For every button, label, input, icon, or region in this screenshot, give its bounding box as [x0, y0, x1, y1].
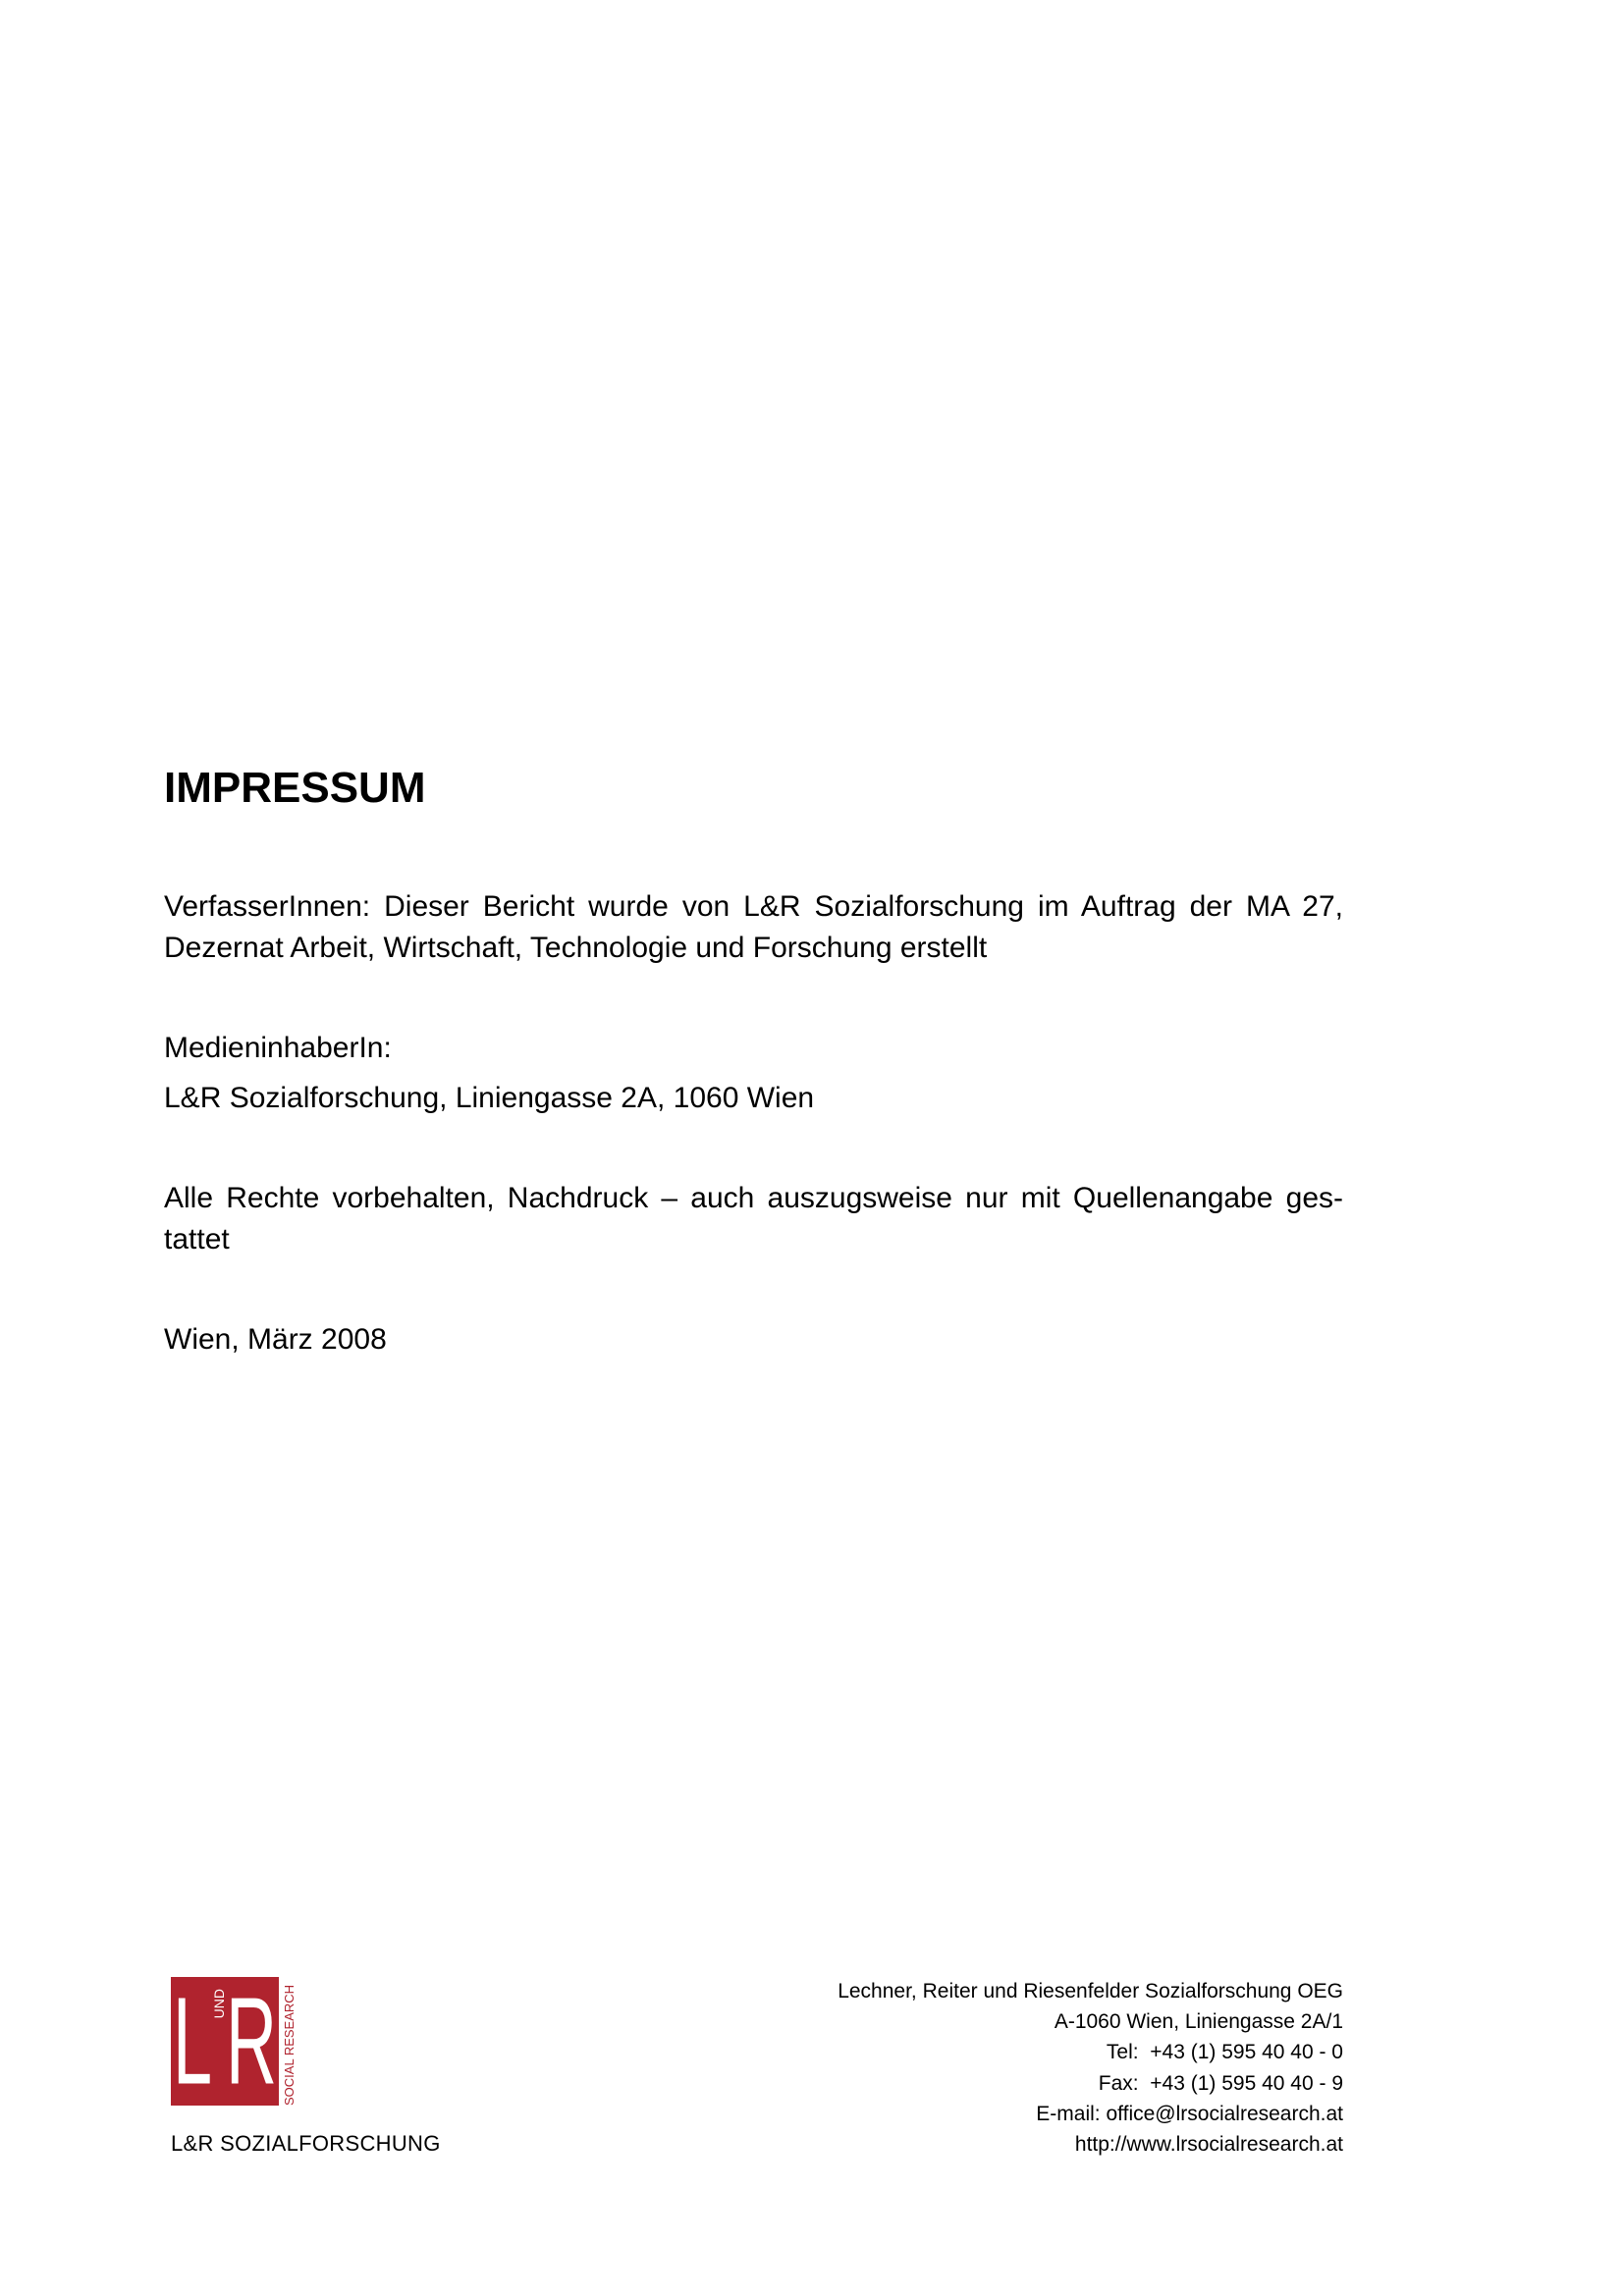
- impressum-heading: IMPRESSUM: [164, 764, 426, 812]
- place-date: Wien, März 2008: [164, 1323, 387, 1356]
- authors-paragraph: VerfasserInnen: Dieser Bericht wurde von L&R Sozialforschung im Auftrag der MA 27, Dezernat Arbeit, Wirtschaft, Technologie und Forschung erstellt: [164, 890, 1343, 964]
- logo-letter-l: L: [172, 1973, 213, 2111]
- contact-email[interactable]: E-mail: office@lrsocialresearch.at: [1036, 2102, 1343, 2125]
- lr-logo: [171, 1973, 297, 2111]
- owner-label: MedieninhaberIn:: [164, 1032, 392, 1064]
- contact-fax: Fax: +43 (1) 595 40 40 - 9: [1098, 2071, 1343, 2095]
- owner-block: [164, 1028, 1343, 1119]
- logo-letter-r: R: [226, 1973, 278, 2111]
- contact-tel: Tel: +43 (1) 595 40 40 - 0: [1106, 2041, 1343, 2064]
- logo-und: UND: [211, 1989, 228, 2019]
- owner-value: L&R Sozialforschung, Liniengasse 2A, 1060 Wien: [164, 1082, 815, 1114]
- contact-website[interactable]: http://www.lrsocialresearch.at: [1074, 2133, 1343, 2157]
- rights-paragraph: Alle Rechte vorbehalten, Nachdruck – auch auszugsweise nur mit Quellenangabe ges-tattet: [164, 1182, 1343, 1255]
- contact-block: [838, 1976, 1343, 2160]
- logo-caption: L&R SOZIALFORSCHUNG: [171, 2131, 441, 2156]
- contact-address: A-1060 Wien, Liniengasse 2A/1: [1054, 2010, 1343, 2034]
- logo-box: [171, 1973, 279, 2111]
- logo-side-text: SOCIAL RESEARCH: [282, 1984, 297, 2106]
- contact-company: Lechner, Reiter und Riesenfelder Sozialforschung OEG: [838, 1980, 1343, 2002]
